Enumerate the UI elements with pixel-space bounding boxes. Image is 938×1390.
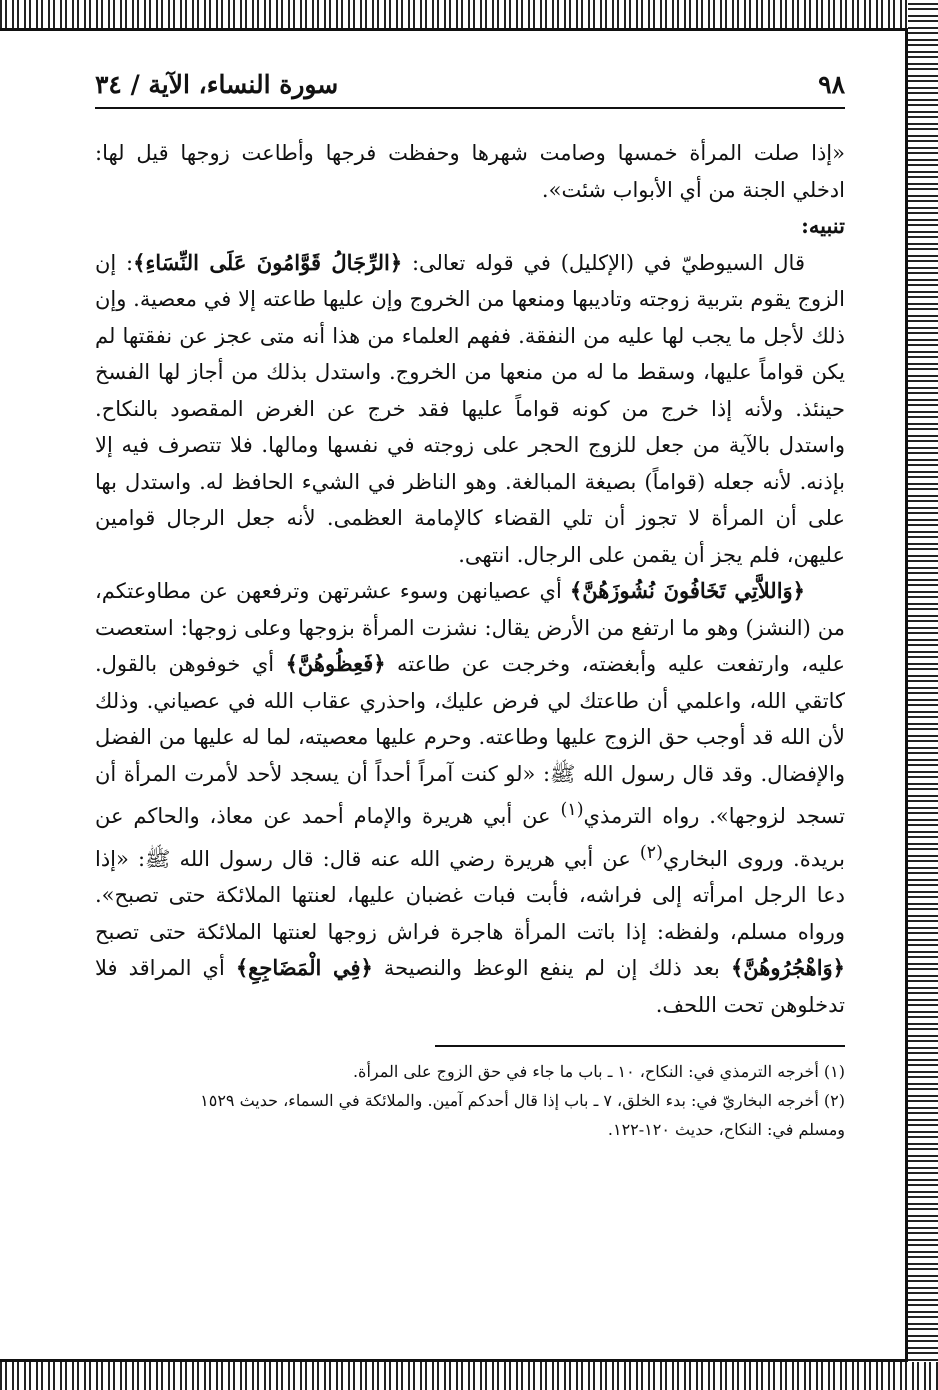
quran-quote: ﴿وَاللاَّتِي تَخَافُونَ نُشُوزَهُنَّ﴾	[569, 578, 805, 603]
section-heading: تنبيه:	[801, 213, 845, 238]
footnote-separator	[435, 1045, 845, 1047]
decorative-border-bottom	[0, 1362, 938, 1390]
page-header	[95, 70, 845, 109]
text-run: أي خوفوهن بالقول. كاتقي الله، واعلمي أن طاعتك لي فرض عليك، واحذري عقاب الله في عصياني. وذلك لأن الله قد أوجب حق الزوج عليها وطاعته. وحرم عليها معصيته، لما له عليها من الفضل والإفضال. وقد قال رسول الله ﷺ: «لو كنت آمراً أحداً أن يسجد لأحد لأمرت المرأة أن تسجد لزوجها». رواه الترمذي	[95, 652, 845, 828]
text-run: بعد ذلك إن لم ينفع الوعظ والنصيحة	[372, 956, 731, 980]
border-rule-top	[0, 28, 908, 31]
footnote-3: ومسلم في: النكاح، حديث ١٢٠-١٢٢.	[607, 1120, 845, 1139]
text-run: عن أبي هريرة والإمام أحمد عن معاذ، والحاكم عن بريدة. وروى البخاري	[95, 804, 845, 871]
border-rule-right	[905, 28, 908, 1362]
decorative-border-right	[908, 0, 938, 1390]
footnote-ref-1[interactable]: (١)	[560, 800, 584, 820]
footnote-2: (٢) أخرجه البخاريّ في: بدء الخلق، ٧ ـ باب إذا قال أحدكم آمين. والملائكة في السماء، حديث ١٥٢٩	[200, 1091, 845, 1110]
text-run: : إن الزوج يقوم بتربية زوجته وتاديبها ومنعها من الخروج وإن عليها طاعته إلا في معصية. وإن ذلك لأجل ما يجب لها عليه من النفقة. ففهم العلماء من هذا أنه متى عجز عن نفقتها لم يكن قواماً عليها، وسقط ما له من منعها من الخروج. واستدل بذلك من أجاز لها الفسخ حينئذ. ولأنه إذا خرج من كونه قواماً عليها فقد خرج عن الغرض المقصود بالنكاح. واستدل بالآية من جعل للزوج الحجر على زوجته في نفسها ومالها. فلا تتصرف فيه إلا بإذنه. لأنه جعله (قواماً) بصيغة المبالغة. وهو الناظر في الشيء الحافظ له. واستدل بها على أن المرأة لا تجوز أن تلي القضاء كالإمامة العظمى. لأنه جعل الرجال قوامين عليهن، فلم يجز أن يقمن على الرجال. انتهى.	[95, 250, 845, 567]
nushuz-paragraph	[95, 573, 845, 1023]
main-text	[95, 135, 845, 1023]
hadith-paragraph: «إذا صلت المرأة خمسها وصامت شهرها وحفظت فرجها وأطاعت زوجها قيل لها: ادخلي الجنة من أي الأبواب شئت».	[95, 141, 845, 202]
text-run: عن أبي هريرة رضي الله عنه قال: قال رسول الله ﷺ: «إذا دعا الرجل امرأته إلى فراشه، فأبت فبات غضبان عليها، لعنتها الملائكة حتى تصبح». ورواه مسلم، ولفظه: إذا باتت المرأة هاجرة فراش زوجها لعنتها الملائكة حتى تصبح	[95, 846, 845, 944]
text-run: أي عصيانهن وسوء عشرتهن وترفعهن عن مطاوعتكم، من (النشز) وهو ما ارتفع من الأرض يقال: نشزت المرأة بزوجها وعلى زوجها: استعصت عليه، وارتفعت عليه وأبغضته، وخرجت عن طاعته	[95, 579, 845, 676]
footnotes	[95, 1057, 845, 1144]
text-run: قال السيوطيّ في (الإكليل) في قوله تعالى:	[402, 250, 805, 275]
text-run: أي المراقد فلا تدخلوهن تحت اللحف.	[95, 956, 845, 1017]
running-title: سورة النساء، الآية / ٣٤	[95, 70, 339, 99]
page-number: ٩٨	[818, 70, 845, 99]
quran-quote: ﴿فِي الْمَضَاجِعِ﴾	[235, 955, 373, 980]
quran-quote: ﴿وَاهْجُرُوهُنَّ﴾	[730, 955, 845, 980]
page-content	[95, 70, 845, 1144]
footnote-1: (١) أخرجه الترمذي في: النكاح، ١٠ ـ باب ما جاء في حق الزوج على المرأة.	[352, 1062, 845, 1081]
quran-quote: ﴿فَعِظُوهُنَّ﴾	[285, 651, 386, 676]
footnote-ref-2[interactable]: (٢)	[639, 842, 663, 863]
decorative-border-top	[0, 0, 938, 28]
suyuti-paragraph	[95, 245, 845, 574]
quran-quote: ﴿الرِّجَالُ قَوَّامُونَ عَلَى النِّسَاءِ﴾	[133, 249, 403, 275]
